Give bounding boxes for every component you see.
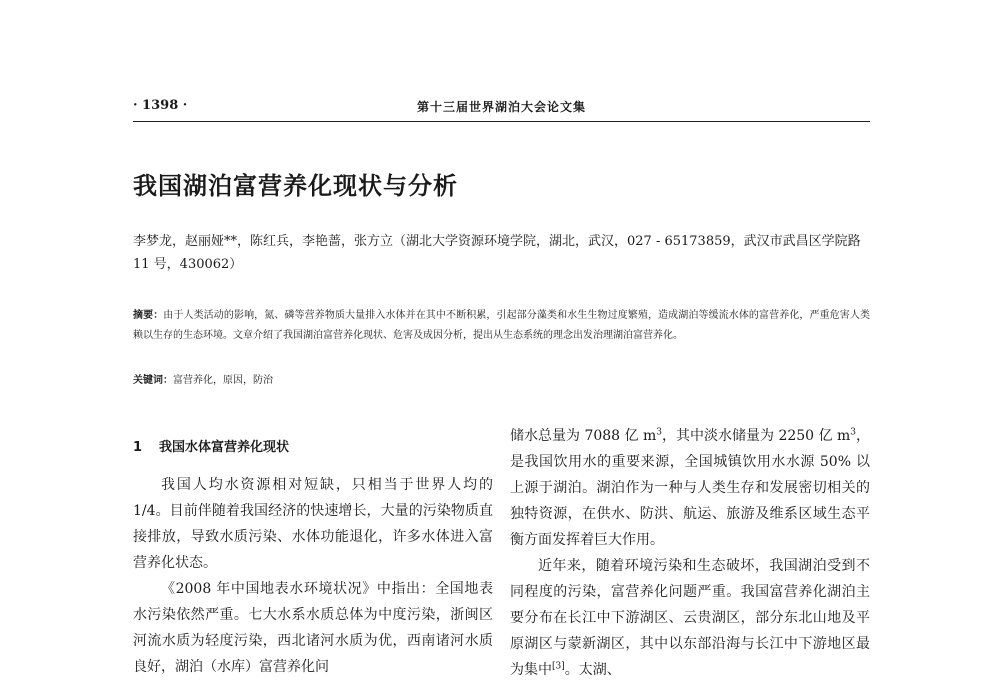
header-rule xyxy=(133,121,870,122)
abstract-label: 摘要： xyxy=(133,310,164,321)
keywords-label: 关键词： xyxy=(133,375,173,386)
text-run: ，是我国饮用水的重要来源，全国城镇饮用水水源 50% 以上源于湖泊。湖泊作为一种与人类生存和发展密切相关的独特资源，在供水、防洪、航运、旅游及维系区域生态平衡方面发挥着巨大作用。 xyxy=(510,428,870,548)
section-heading xyxy=(133,438,493,458)
paragraph xyxy=(510,553,870,683)
text-run: 储水总量为 7088 亿 m xyxy=(510,428,657,444)
right-column xyxy=(510,423,870,683)
text-run: ，其中淡水储量为 2250 亿 m xyxy=(662,428,851,444)
keywords-text: 富营养化，原因，防治 xyxy=(173,375,273,386)
section-number: 1 xyxy=(133,440,143,455)
author-affiliation: 李梦龙，赵丽娅**，陈红兵，李艳蔷，张方立（湖北大学资源环境学院，湖北，武汉，027 - 65173859，武汉市武昌区学院路 11 号，430062） xyxy=(133,234,861,272)
page-number: · 1398 · xyxy=(133,98,188,113)
paragraph: 《2008 年中国地表水环境状况》中指出：全国地表水污染依然严重。七大水系水质总体为中度污染，浙闽区河流水质为轻度污染，西北诸河水质为优，西南诸河水质良好，湖泊（水库）富营养化问 xyxy=(133,581,493,675)
abstract xyxy=(133,306,870,346)
section-title: 我国水体富营养化现状 xyxy=(159,440,290,455)
superscript: 3 xyxy=(656,427,662,438)
abstract-text: 由于人类活动的影响，氮、磷等营养物质大量排入水体并在其中不断积累，引起部分藻类和水生生物过度繁殖，造成湖泊等缓流水体的富营养化，严重危害人类赖以生存的生态环境。文章介绍了我国湖泊富营养化现状、危害及成因分析，提出从生态系统的理念出发治理湖泊富营养化。 xyxy=(133,310,871,341)
paper-title: 我国湖泊富营养化现状与分析 xyxy=(133,172,458,200)
paragraph xyxy=(510,423,870,553)
keywords xyxy=(133,372,870,390)
left-column xyxy=(133,438,493,680)
journal-name: 第十三届世界湖泊大会论文集 xyxy=(416,100,586,114)
text-run: 。太湖、 xyxy=(564,662,621,678)
citation-ref: [3] xyxy=(552,661,565,672)
text-run: 近年来，随着环境污染和生态破坏，我国湖泊受到不同程度的污染，富营养化问题严重。我国富营养化湖泊主要分布在长江中下游湖区、云贵湖区，部分东北山地及平原湖区与蒙新湖区，其中以东部沿海与长江中下游地区最为集中 xyxy=(510,558,870,678)
paragraph: 我国人均水资源相对短缺，只相当于世界人均的 1/4。目前伴随着我国经济的快速增长，大量的污染物质直接排放，导致水质污染、水体功能退化，许多水体进入富营养化状态。 xyxy=(133,477,493,571)
superscript: 3 xyxy=(850,427,856,438)
running-header xyxy=(133,98,870,122)
